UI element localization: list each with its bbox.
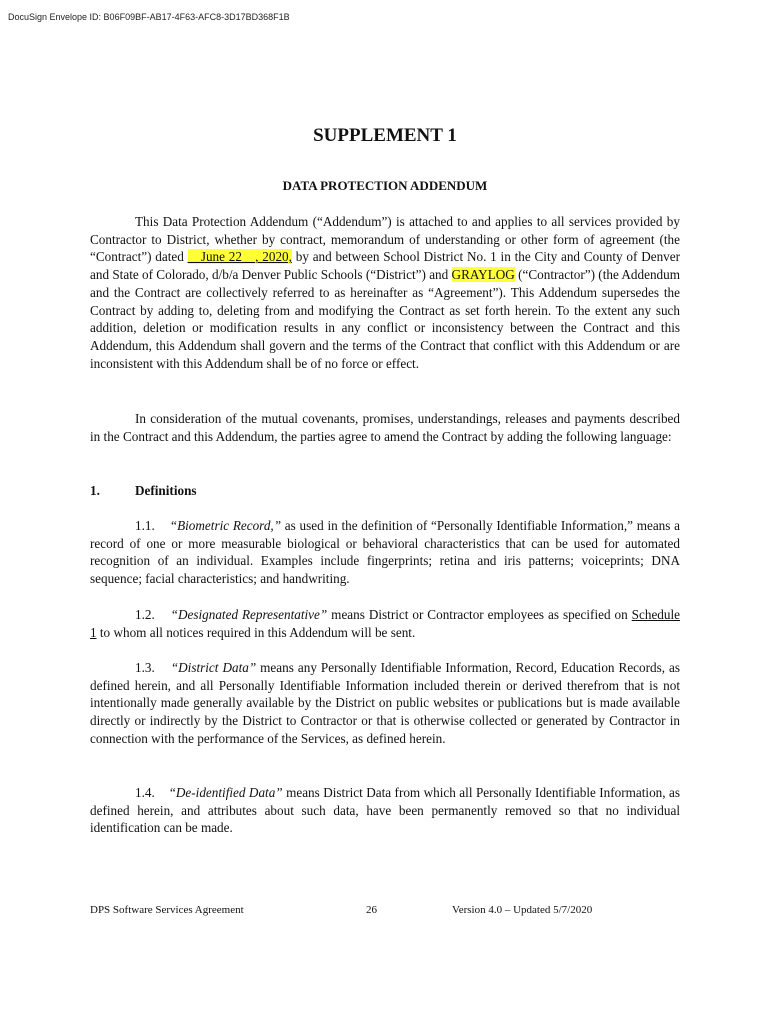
definition-text-end: to whom all notices required in this Addendum will be sent. <box>96 624 416 640</box>
definition-number: 1.4. <box>135 785 155 800</box>
definition-text: as used in the definition of “Personally Identifiable Information,” means a record of one or more measurable biological or behavioral characteristics that can be used for automated recognition of an individual. Examples include fingerprints; retina and iris patterns; voiceprints; DNA sequence; facial characteristics; and handwriting. <box>90 518 681 587</box>
definition-term: “Designated Representative” <box>170 607 328 622</box>
envelope-id: DocuSign Envelope ID: B06F09BF-AB17-4F63-AFC8-3D17BD368F1B <box>8 12 290 22</box>
definition-text: means District or Contractor employees as specified on <box>327 607 632 622</box>
document-title: SUPPLEMENT 1 <box>313 125 457 146</box>
definition-term: “Biometric Record,” <box>169 518 282 533</box>
definition-number: 1.3. <box>135 660 155 675</box>
contract-year: , 2020, <box>255 249 292 265</box>
intro-text-2: by and between School District No. 1 in the City and County of Denver and State of Colorado, d/b/a Denver Public Schools (“District”) and <box>90 249 681 283</box>
definition-text: means any Personally Identifiable Information, Record, Education Records, as defined herein, and all Personally Identifiable Information included therein or derived therefrom that is not intentionally made generally available by the District on public websites or publications but is made available directly or indirectly by the District to Contractor or that is otherwise collected or generated by Contractor in connection with the performance of the Services, as defined herein. <box>90 660 681 746</box>
definition-number: 1.2. <box>135 607 155 622</box>
schedule-1-link[interactable]: Schedule 1 <box>90 607 681 640</box>
intro-paragraph <box>90 213 680 372</box>
definition-biometric-record <box>90 517 680 588</box>
intro-text-1: This Data Protection Addendum (“Addendum”) is attached to and applies to all services provided by Contractor to District, whether by contract, memorandum of understanding or other form of agreement (the “Contract”) dated <box>90 214 680 265</box>
definition-term: “De-identified Data” <box>168 785 283 800</box>
contract-date-field[interactable]: __June 22__ <box>187 249 256 265</box>
contractor-name-field[interactable]: GRAYLOG <box>451 267 515 283</box>
section-number: 1. <box>90 483 100 498</box>
footer-agreement-name: DPS Software Services Agreement <box>90 904 244 916</box>
footer-page-number: 26 <box>366 904 377 916</box>
definition-de-identified-data <box>90 784 680 837</box>
consideration-paragraph: In consideration of the mutual covenants, promises, understandings, releases and payments described in the Contract and this Addendum, the parties agree to amend the Contract by adding the following language: <box>90 411 680 444</box>
definition-district-data <box>90 659 680 748</box>
intro-text-3: (“Contractor”) (the Addendum and the Contract are collectively referred to as hereinafter as “Agreement”). This Addendum supersedes the Contract by adding to, deleting from and modifying the Contract as set forth herein. To the extent any such addition, deletion or modification results in any conflict or inconsistency between the Contract and this Addendum, this Addendum shall govern and the terms of the Contract that conflict with this Addendum or are inconsistent with this Addendum shall be of no force or effect. <box>90 267 680 371</box>
section-title: Definitions <box>135 483 197 498</box>
section-heading-definitions <box>90 482 680 500</box>
footer-version: Version 4.0 – Updated 5/7/2020 <box>452 904 593 916</box>
definition-number: 1.1. <box>135 518 155 533</box>
definition-text: means District Data from which all Personally Identifiable Information, as defined herein, and attributes about such data, have been permanently removed so that no individual identification can be made. <box>90 785 680 836</box>
definition-term: “District Data” <box>170 660 257 675</box>
document-subtitle: DATA PROTECTION ADDENDUM <box>282 178 488 193</box>
definition-designated-representative <box>90 606 680 641</box>
